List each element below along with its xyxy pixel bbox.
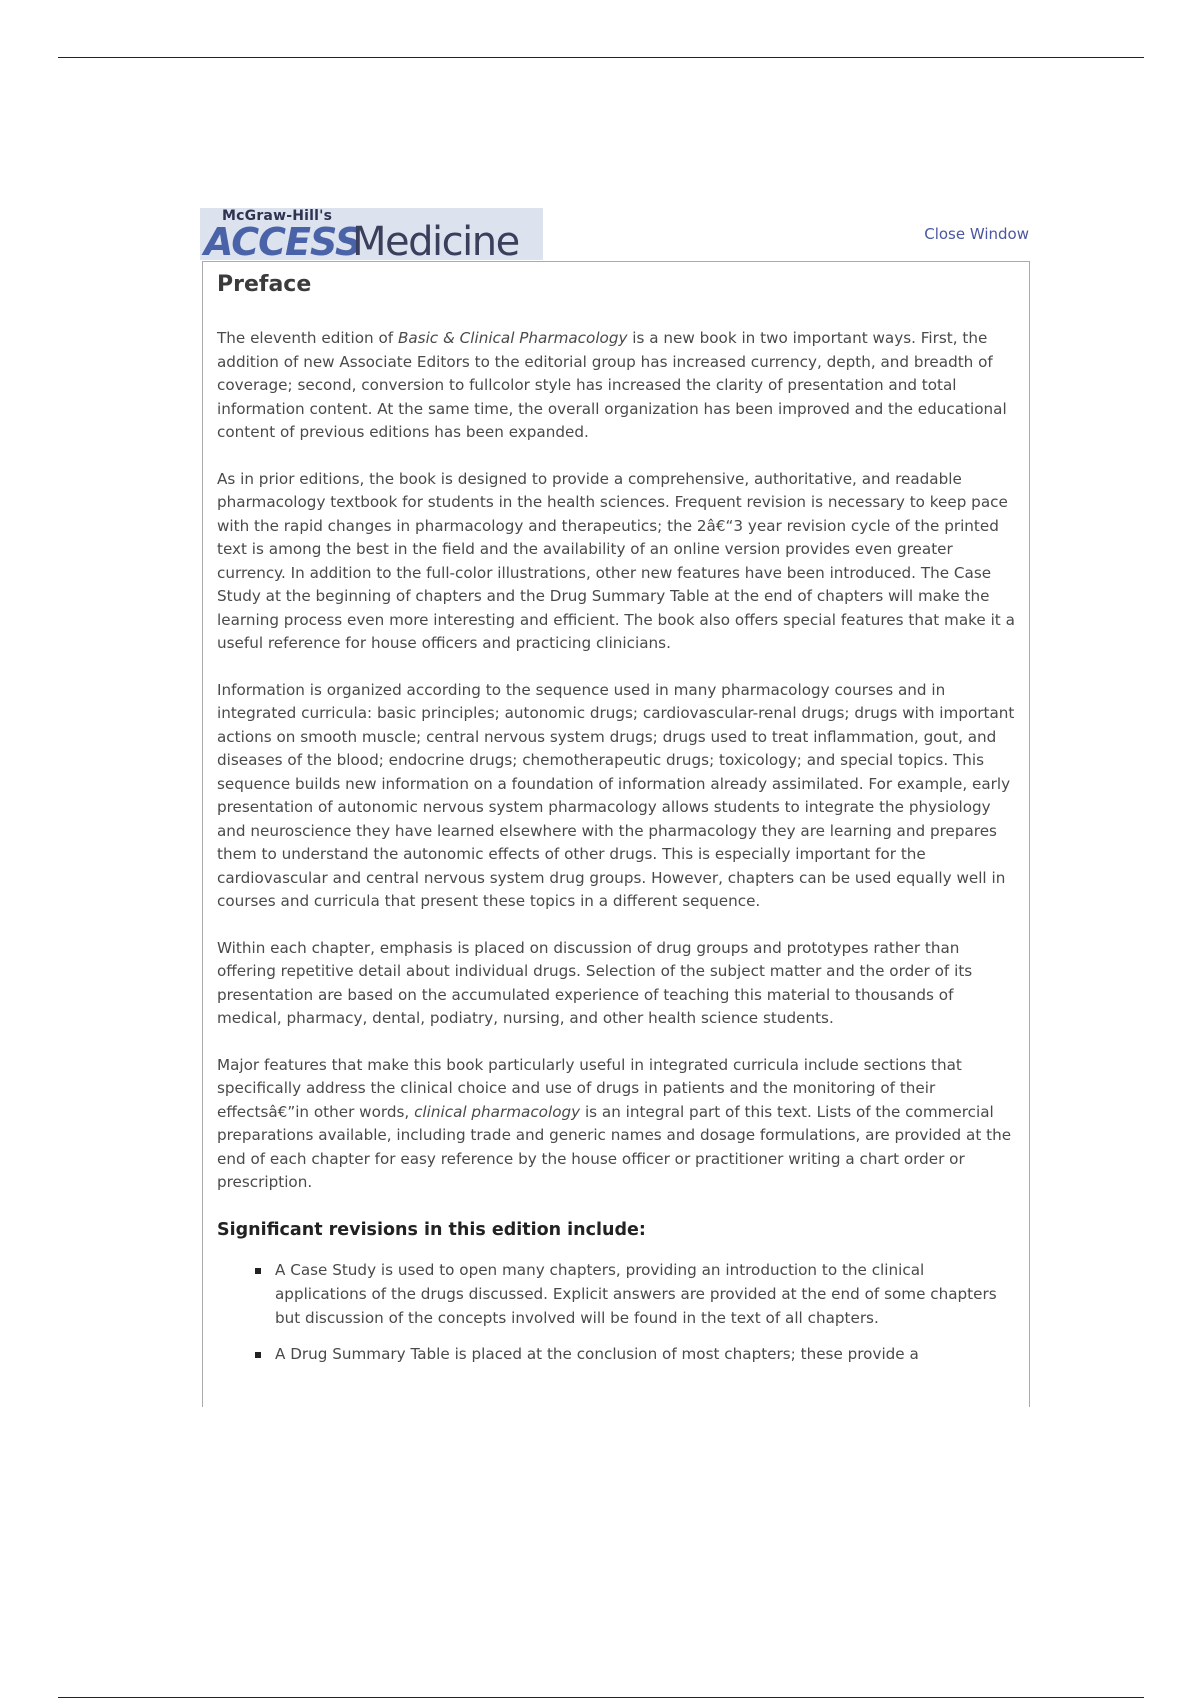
page-top-rule: [58, 57, 1144, 58]
list-item: [275, 1258, 1015, 1330]
clinical-pharmacology-emphasis: clinical pharmacology: [414, 1102, 581, 1121]
page-title: Preface: [217, 272, 312, 297]
revision-list: [217, 1258, 1015, 1366]
close-window-link[interactable]: Close Window: [924, 225, 1029, 243]
logo-access-text: ACCESS: [204, 220, 362, 260]
page-bottom-rule: [58, 1697, 1144, 1698]
paragraph-5-text-b: is an integral part of this text. Lists of the commercial preparations available, including trade and generic names and dosage formulations, are provided at the end of each chapter for easy reference by the house officer or practitioner writing a chart order or prescription.: [217, 1102, 1012, 1191]
paragraph-5: [217, 1054, 1015, 1195]
content-frame: [202, 261, 1030, 1407]
header-bar: [200, 208, 1032, 260]
list-item-text: A Drug Summary Table is placed at the conclusion of most chapters; these provide a: [275, 1344, 919, 1363]
paragraph-1-text-a: The eleventh edition of: [217, 329, 398, 347]
paragraph-1-text-b: is a new book in two important ways. First, the addition of new Associate Editors to the editorial group has increased currency, depth, and breadth of coverage; second, conversion to fullcolor style has increased the clarity of presentation and total information content. At the same time, the overall organization has been improved and the educational content of previous editions has been expanded.: [217, 329, 1007, 441]
list-item-text: A Case Study is used to open many chapters, providing an introduction to the clinical applications of the drugs discussed. Explicit answers are provided at the end of some chapters but discussion of the concepts involved will be found in the text of all chapters.: [275, 1260, 997, 1327]
square-bullet-icon: [255, 1268, 261, 1274]
paragraph-5-text-a: Major features that make this book particularly useful in integrated curricula include sections that specifically address the clinical choice and use of drugs in patients and the monitoring of their effectsâ€”in other words,: [217, 1055, 962, 1121]
paragraph-4: Within each chapter, emphasis is placed on discussion of drug groups and prototypes rather than offering repetitive detail about individual drugs. Selection of the subject matter and the order of its presentation are based on the accumulated experience of teaching this material to thousands of medical, pharmacy, dental, podiatry, nursing, and other health science students.: [217, 938, 973, 1027]
paragraph-1: [217, 327, 1015, 445]
paragraph-2: As in prior editions, the book is designed to provide a comprehensive, authoritative, and readable pharmacology textbook for students in the health sciences. Frequent revision is necessary to keep pace with the rapid changes in pharmacology and therapeutics; the 2â€“3 year revision cycle of the printed text is among the best in the field and the availability of an online version provides even greater currency. In addition to the full-color illustrations, other new features have been introduced. The Case Study at the beginning of chapters and the Drug Summary Table at the end of chapters will make the learning process even more interesting and efficient. The book also offers special features that make it a useful reference for house officers and practicing clinicians.: [217, 469, 1015, 652]
article-body: [203, 262, 1029, 1366]
access-medicine-logo: [200, 208, 543, 260]
book-title-emphasis: Basic & Clinical Pharmacology: [397, 329, 628, 347]
logo-publisher-text: McGraw-Hill's: [222, 208, 333, 224]
list-item: [275, 1342, 1015, 1366]
logo-medicine-text: Medicine: [352, 219, 519, 260]
square-bullet-icon: [255, 1352, 261, 1358]
revisions-heading: Significant revisions in this edition include:: [217, 1219, 646, 1240]
paragraph-3: Information is organized according to the sequence used in many pharmacology courses and in integrated curricula: basic principles; autonomic drugs; cardiovascular-renal drugs; drugs with important actions on smooth muscle; central nervous system drugs; drugs used to treat inflammation, gout, and diseases of the blood; endocrine drugs; chemotherapeutic drugs; toxicology; and special topics. This sequence builds new information on a foundation of information already assimilated. For example, early presentation of autonomic nervous system pharmacology allows students to integrate the physiology and neuroscience they have learned elsewhere with the pharmacology they are learning and prepares them to understand the autonomic effects of other drugs. This is especially important for the cardiovascular and central nervous system drug groups. However, chapters can be used equally well in courses and curricula that present these topics in a different sequence.: [217, 680, 1015, 910]
